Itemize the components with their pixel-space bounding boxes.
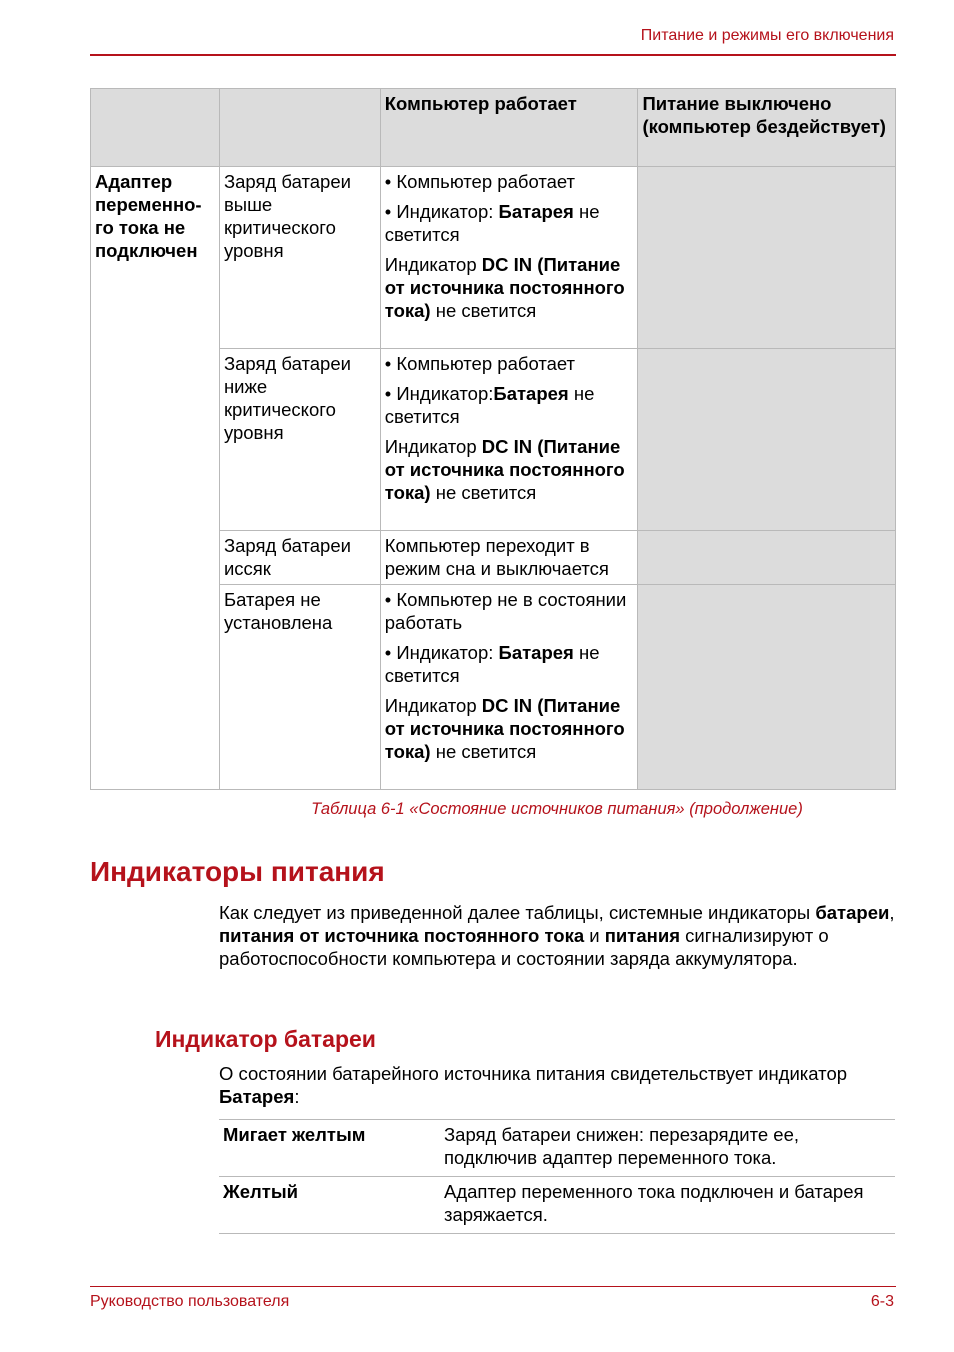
cell-line bbox=[385, 352, 634, 375]
cell-line bbox=[385, 435, 634, 504]
state-cell: Батарея не установлена bbox=[219, 585, 380, 790]
text-run: не светится bbox=[384, 201, 600, 245]
cell-line bbox=[385, 641, 634, 687]
header-cell-empty-1 bbox=[91, 89, 220, 167]
off-cell bbox=[638, 167, 896, 349]
off-cell bbox=[638, 349, 896, 531]
header-cell-off: Питание выключено (компьютер бездействует) bbox=[638, 89, 896, 167]
bold-text: Батарея bbox=[219, 1086, 295, 1107]
text-run: не светится bbox=[384, 383, 595, 427]
bold-text: питания от источника постоянного тока bbox=[219, 925, 585, 946]
subsection-title: Индикатор батареи bbox=[155, 1026, 376, 1052]
indicator-state: Желтый bbox=[219, 1177, 440, 1234]
text-run: • Индикатор: bbox=[384, 383, 494, 404]
text-run: • Компьютер не в состоянии работать bbox=[384, 589, 627, 633]
indicator-description: Заряд батареи снижен: перезарядите ее, подключив адаптер переменного тока. bbox=[440, 1120, 895, 1177]
state-cell: Заряд батареи выше критического уровня bbox=[219, 167, 380, 349]
cell-line bbox=[385, 588, 634, 634]
text-run: : bbox=[294, 1086, 300, 1107]
bold-text: Батарея bbox=[498, 201, 574, 222]
state-cell: Заряд батареи ниже критического уровня bbox=[219, 349, 380, 531]
state-cell: Заряд батареи иссяк bbox=[219, 531, 380, 585]
table-row bbox=[219, 1177, 895, 1234]
cell-line bbox=[385, 382, 634, 428]
text-run: • Компьютер работает bbox=[384, 353, 576, 374]
cell-line bbox=[385, 694, 634, 763]
text-run: Индикатор bbox=[384, 254, 482, 275]
text-run: Индикатор bbox=[384, 695, 482, 716]
text-run: • Компьютер работает bbox=[384, 171, 576, 192]
off-cell bbox=[638, 585, 896, 790]
off-cell bbox=[638, 531, 896, 585]
bold-text: Батарея bbox=[498, 642, 574, 663]
page-number: 6-3 bbox=[870, 1293, 894, 1310]
table-row bbox=[219, 1120, 895, 1177]
text-run: не светится bbox=[384, 642, 600, 686]
indicator-state: Мигает желтым bbox=[219, 1120, 440, 1177]
cell-line bbox=[385, 253, 634, 322]
group-label-cell: Адаптер переменно-го тока не подключен bbox=[91, 167, 220, 790]
text-run: не светится bbox=[430, 482, 537, 503]
text-run: не светится bbox=[430, 300, 537, 321]
power-state-table bbox=[90, 88, 896, 790]
header-cell-working: Компьютер работает bbox=[380, 89, 638, 167]
working-cell bbox=[380, 349, 638, 531]
header-rule bbox=[90, 54, 896, 56]
bold-text: DC IN (Питание от источника постоянного тока) bbox=[384, 254, 625, 321]
table-row bbox=[91, 167, 896, 349]
working-cell bbox=[380, 167, 638, 349]
text-run: Компьютер переходит в режим сна и выключается bbox=[384, 535, 609, 579]
indicator-description: Адаптер переменного тока подключен и батарея заряжается. bbox=[440, 1177, 895, 1234]
text-run: Как следует из приведенной далее таблицы, системные индикаторы bbox=[219, 902, 816, 923]
bold-text: DC IN (Питание от источника постоянного тока) bbox=[384, 436, 625, 503]
battery-paragraph bbox=[219, 1062, 899, 1108]
running-header: Питание и режимы его включения bbox=[640, 27, 894, 44]
bold-text: питания bbox=[604, 925, 680, 946]
section-title: Индикаторы питания bbox=[90, 856, 385, 887]
text-run: • Индикатор: bbox=[384, 201, 499, 222]
working-cell bbox=[380, 531, 638, 585]
footer-title: Руководство пользователя bbox=[90, 1293, 290, 1310]
text-run: сигнализируют о работоспособности компьютера и состоянии заряда аккумулятора. bbox=[219, 925, 829, 969]
text-run: и bbox=[584, 925, 605, 946]
table-caption: Таблица 6-1 «Состояние источников питания» (продолжение) bbox=[311, 800, 803, 818]
text-run: О состоянии батарейного источника питания свидетельствует индикатор bbox=[219, 1063, 848, 1084]
bold-text: Батарея bbox=[493, 383, 569, 404]
working-cell bbox=[380, 585, 638, 790]
bold-text: DC IN (Питание от источника постоянного тока) bbox=[384, 695, 625, 762]
text-run: не светится bbox=[430, 741, 537, 762]
cell-line bbox=[385, 534, 634, 580]
footer-rule bbox=[90, 1286, 896, 1287]
text-run: • Индикатор: bbox=[384, 642, 499, 663]
header-cell-empty-2 bbox=[219, 89, 380, 167]
cell-line bbox=[385, 200, 634, 246]
cell-line bbox=[385, 170, 634, 193]
battery-indicator-table bbox=[219, 1119, 895, 1234]
text-run: , bbox=[889, 902, 895, 923]
table-header-row bbox=[91, 89, 896, 167]
text-run: Индикатор bbox=[384, 436, 482, 457]
bold-text: батареи bbox=[815, 902, 890, 923]
intro-paragraph bbox=[219, 901, 899, 970]
